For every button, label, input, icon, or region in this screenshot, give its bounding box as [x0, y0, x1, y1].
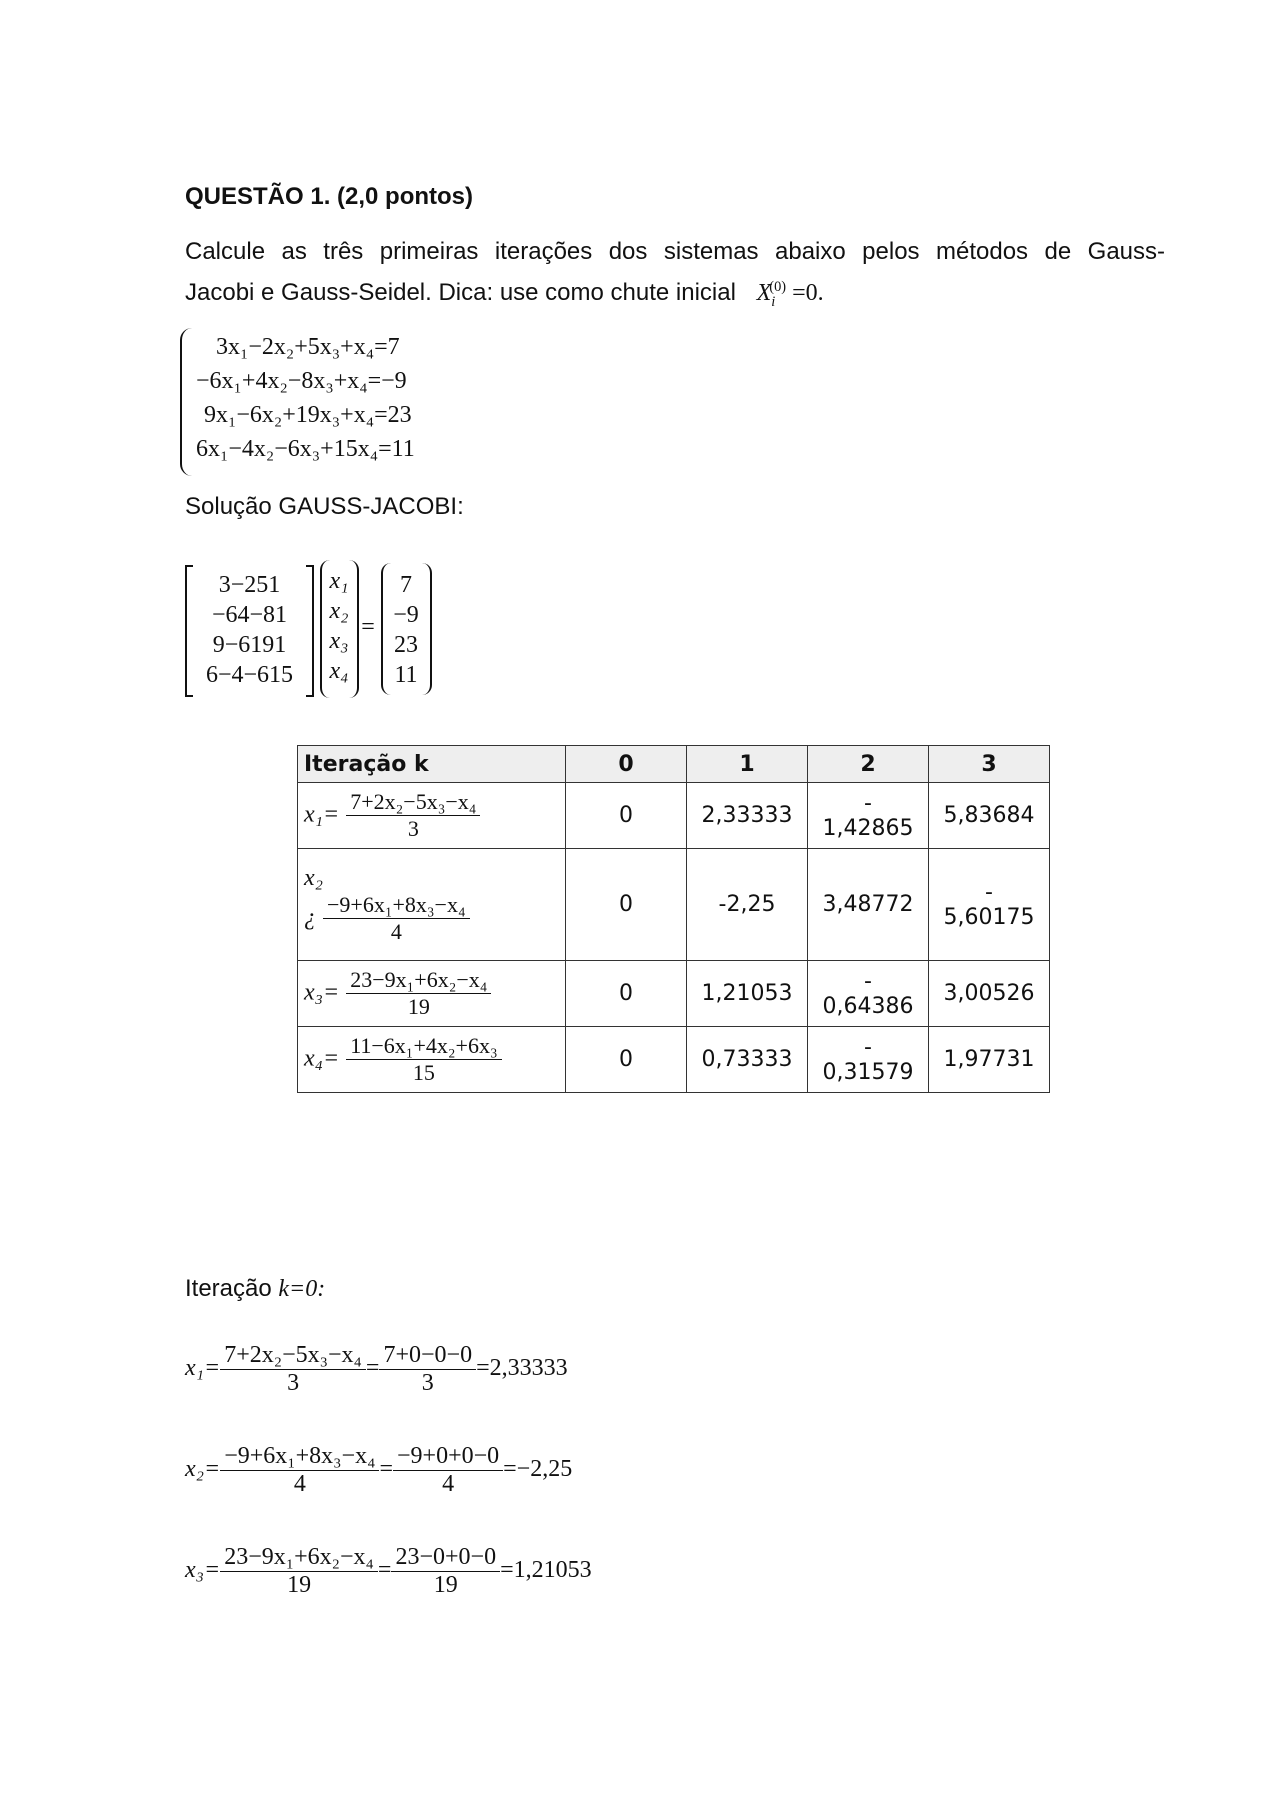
formula-lhs: x₃= [304, 979, 340, 1006]
step-equation-3: x₃= $\frac{\text{23−9x₁+6x₂−x₄}}{19}$ = $\frac{23-0+0-0}{19}$ =1,21053 [185, 1544, 592, 1598]
formula-frac [323, 892, 470, 945]
var-entry: x₁ [329, 568, 349, 594]
variable-vector [322, 566, 356, 686]
frac-num: 7+0−0−0 [379, 1342, 476, 1370]
table-cell: 1,21053 [687, 961, 808, 1027]
frac-num: 7+2x₂−5x₃−x₄ [220, 1342, 366, 1370]
table-cell: 3,48772 [808, 849, 929, 961]
cell-part: 1,42865 [822, 815, 914, 841]
coefficient-matrix [192, 570, 307, 690]
system-eq-4: 6x₁−4x₂−6x₃+15x₄=11 [196, 436, 415, 462]
matrix-equals: = [361, 614, 375, 640]
intro-line-2 [185, 279, 824, 311]
matrix-row: 6−4−615 [205, 662, 294, 688]
table-cell: 0 [566, 1027, 687, 1093]
table-cell: 0 [566, 783, 687, 849]
table-row [298, 783, 1050, 849]
formula-frac [346, 967, 491, 1020]
table-cell: 3,00526 [929, 961, 1050, 1027]
var-entry: x₂ [329, 598, 349, 624]
frac-den: 4 [390, 918, 402, 944]
system-brace [180, 328, 196, 476]
frac-den: 3 [407, 816, 419, 841]
table-cell [808, 1027, 929, 1093]
table-cell: -2,25 [687, 849, 808, 961]
cell-part: - [985, 879, 993, 905]
intro-line-1: Calcule as três primeiras iterações dos sistemas abaixo pelos métodos de Gauss- [185, 238, 1165, 265]
rhs-entry: 11 [394, 662, 418, 688]
table-row [298, 849, 1050, 961]
table-cell [808, 961, 929, 1027]
formula-cell [298, 1027, 566, 1093]
hint-sup: (0) [769, 279, 787, 295]
table-cell: 0 [566, 961, 687, 1027]
system-eq-2: −6x₁+4x₂−8x₃+x₄=−9 [196, 368, 407, 394]
step-frac-1 [220, 1544, 378, 1599]
system-eq-3: 9x₁−6x₂+19x₃+x₄=23 [204, 402, 412, 428]
iteration-expr: k=0: [278, 1276, 326, 1302]
formula-cell [298, 783, 566, 849]
step-frac-1 [220, 1443, 379, 1498]
step-equation-2: x₂= $\frac{\text{−9+6x₁+8x₃−x₄}}{4}$ = $\frac{-9+0+0-0}{4}$ =−2,25 [185, 1443, 573, 1497]
cell-part: 0,64386 [822, 993, 914, 1019]
table-cell: 0,73333 [687, 1027, 808, 1093]
rhs-entry: −9 [393, 602, 419, 628]
matrix-row: 9−6191 [212, 632, 287, 658]
rhs-entry: 7 [400, 572, 412, 598]
step-frac-2 [393, 1443, 503, 1498]
cell-part: 5,60175 [943, 904, 1035, 930]
formula-frac [346, 789, 480, 842]
frac-den: 19 [433, 1572, 458, 1598]
header-col: 0 [566, 746, 687, 783]
frac-den: 19 [407, 994, 430, 1019]
frac-den: 15 [412, 1060, 435, 1085]
step-frac-2 [391, 1544, 500, 1599]
cell-part: - [864, 968, 872, 994]
frac-num: 23−0+0−0 [391, 1544, 500, 1572]
formula-cell [298, 849, 566, 961]
frac-num: 23−9x₁+6x₂−x₄ [346, 967, 491, 994]
step-lhs: x₂= [185, 1456, 221, 1483]
header-col: 1 [687, 746, 808, 783]
iteration-heading [185, 1275, 325, 1303]
frac-num: −9+0+0−0 [393, 1443, 503, 1471]
frac-den: 3 [421, 1370, 434, 1396]
frac-num: −9+6x₁+8x₃−x₄ [323, 892, 470, 919]
matrix-left-bracket-r [306, 565, 314, 697]
frac-num: 23−9x₁+6x₂−x₄ [220, 1544, 378, 1572]
cell-part: - [864, 1034, 872, 1060]
step-frac-2 [379, 1342, 476, 1397]
system-eq-1: 3x₁−2x₂+5x₃+x₄=7 [216, 334, 400, 360]
rhs-vector [384, 570, 428, 690]
var-entry: x₃ [329, 628, 349, 654]
hint-rhs: =0. [792, 280, 824, 306]
formula-prefix: ¿ [304, 904, 316, 930]
matrix-row: 3−251 [218, 572, 281, 598]
formula-lhs: x₄= [304, 1045, 340, 1072]
intro-line-2-text: Jacobi e Gauss-Seidel. Dica: use como chute inicial [185, 279, 736, 306]
step-equation-1: x₁= $\frac{\text{7+2x₂−5x₃−x₄}}{3}$ = $\frac{7+0-0-0}{3}$ =2,33333 [185, 1342, 568, 1396]
rhs-entry: 23 [394, 632, 418, 658]
formula-frac [346, 1033, 501, 1086]
table-cell: 5,83684 [929, 783, 1050, 849]
frac-den: 19 [287, 1572, 312, 1598]
header-col: 2 [808, 746, 929, 783]
frac-num: 11−6x₁+4x₂+6x₃ [346, 1033, 501, 1060]
table-row [298, 1027, 1050, 1093]
var-entry: x₄ [329, 658, 349, 684]
step-result: =−2,25 [503, 1456, 573, 1483]
table-cell: 0 [566, 849, 687, 961]
table-cell: 1,97731 [929, 1027, 1050, 1093]
formula-cell [298, 961, 566, 1027]
iteration-table [297, 745, 1050, 1093]
formula-lhs: x₁= [304, 801, 340, 828]
cell-part: 0,31579 [822, 1059, 914, 1085]
frac-den: 4 [293, 1471, 306, 1497]
step-frac-1 [220, 1342, 366, 1397]
step-lhs: x₁= [185, 1355, 221, 1382]
frac-num: −9+6x₁+8x₃−x₄ [220, 1443, 379, 1471]
table-header-row [298, 746, 1050, 783]
frac-den: 4 [442, 1471, 455, 1497]
header-col: 3 [929, 746, 1050, 783]
equation-system [196, 330, 415, 466]
table-row [298, 961, 1050, 1027]
question-heading: QUESTÃO 1. (2,0 pontos) [185, 183, 474, 210]
hint-sub: i [771, 293, 776, 310]
hint-var: X [756, 280, 772, 306]
matrix-row: −64−81 [211, 602, 288, 628]
frac-den: 3 [287, 1370, 300, 1396]
formula-lhs: x₂ [304, 864, 323, 891]
solution-label: Solução GAUSS-JACOBI: [185, 493, 464, 520]
table-cell: 2,33333 [687, 783, 808, 849]
table-cell [929, 849, 1050, 961]
step-result: =2,33333 [476, 1355, 568, 1382]
step-result: =1,21053 [500, 1557, 592, 1584]
header-iteration: Iteração k [298, 746, 566, 783]
hint-formula [756, 279, 824, 310]
iteration-label: Iteração [185, 1275, 272, 1302]
cell-part: - [864, 790, 872, 816]
step-lhs: x₃= [185, 1557, 221, 1584]
frac-num: 7+2x₂−5x₃−x₄ [346, 789, 480, 816]
table-cell [808, 783, 929, 849]
